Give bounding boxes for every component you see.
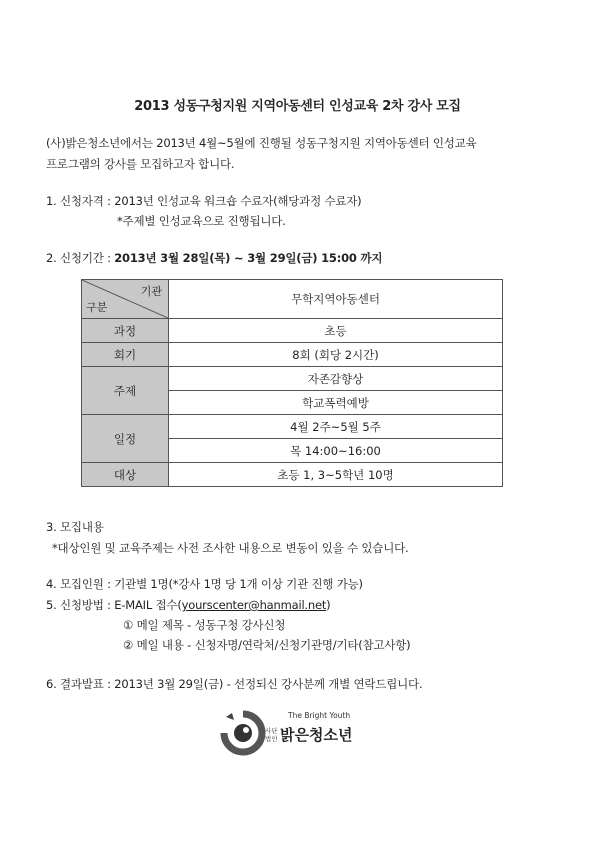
logo-corp-line-1: 사단 (265, 727, 278, 735)
section-4-recruit-count: 4. 모집인원 : 기관별 1명(*강사 1명 당 1개 이상 기관 진행 가능) (46, 577, 363, 591)
table-corner-cell (82, 280, 169, 319)
cell-course: 초등 (169, 319, 503, 343)
organization-logo (218, 709, 398, 757)
row-label-sessions: 회기 (82, 343, 169, 367)
org-header: 무학지역아동센터 (169, 280, 503, 319)
row-label-schedule: 일정 (82, 415, 169, 463)
cell-sessions: 8회 (회당 2시간) (169, 343, 503, 367)
logo-tagline: The Bright Youth (288, 711, 351, 720)
row-label-target: 대상 (82, 463, 169, 487)
section-1-qualification: 1. 신청자격 : 2013년 인성교육 워크숍 수료자(해당과정 수료자) (46, 194, 362, 208)
corner-label-org: 기관 (140, 285, 162, 298)
cell-topic-1: 자존감향상 (169, 367, 503, 391)
section-5-suffix: ) (326, 598, 331, 612)
corner-label-category: 구분 (86, 301, 108, 314)
section-5-prefix: 5. 신청방법 : E-MAIL 접수( (46, 598, 182, 612)
intro-line-2: 프로그램의 강사를 모집하고자 합니다. (46, 157, 235, 171)
cell-target: 초등 1, 3~5학년 10명 (169, 463, 503, 487)
logo-name: 밝은청소년 (280, 726, 353, 744)
section-5-method (46, 597, 330, 613)
section-3-note: *대상인원 및 교육주제는 사전 조사한 내용으로 변동이 있을 수 있습니다. (52, 541, 409, 555)
schedule-table (81, 279, 503, 487)
document-title: 2013 성동구청지원 지역아동센터 인성교육 2차 강사 모집 (134, 99, 461, 114)
section-5-item-1: ① 메일 제목 - 성동구청 강사신청 (123, 618, 286, 632)
section-2-period (46, 250, 382, 266)
logo-emblem-icon (218, 709, 268, 757)
section-1-note: *주제별 인성교육으로 진행됩니다. (117, 214, 286, 228)
logo-corp-line-2: 법인 (265, 735, 278, 743)
section-5-item-2: ② 메일 내용 - 신청자명/연락처/신청기관명/기타(참고사항) (123, 638, 411, 652)
section-2-prefix: 2. 신청기간 : (46, 251, 115, 265)
section-2-value: 2013년 3월 28일(목) ~ 3월 29일(금) 15:00 까지 (114, 251, 383, 265)
cell-schedule-1: 4월 2주~5월 5주 (169, 415, 503, 439)
cell-topic-2: 학교폭력예방 (169, 391, 503, 415)
cell-schedule-2: 목 14:00~16:00 (169, 439, 503, 463)
email-link[interactable]: yourscenter@hanmail.net (181, 598, 327, 612)
logo-corp-type (265, 727, 278, 743)
row-label-course: 과정 (82, 319, 169, 343)
section-3-heading: 3. 모집내용 (46, 520, 104, 534)
row-label-topic: 주제 (82, 367, 169, 415)
section-6-result: 6. 결과발표 : 2013년 3월 29일(금) - 선정되신 강사분께 개별 연락드립니다. (46, 677, 423, 691)
intro-line-1: (사)밝은청소년에서는 2013년 4월~5월에 진행될 성동구청지원 지역아동센터 인성교육 (46, 136, 477, 150)
